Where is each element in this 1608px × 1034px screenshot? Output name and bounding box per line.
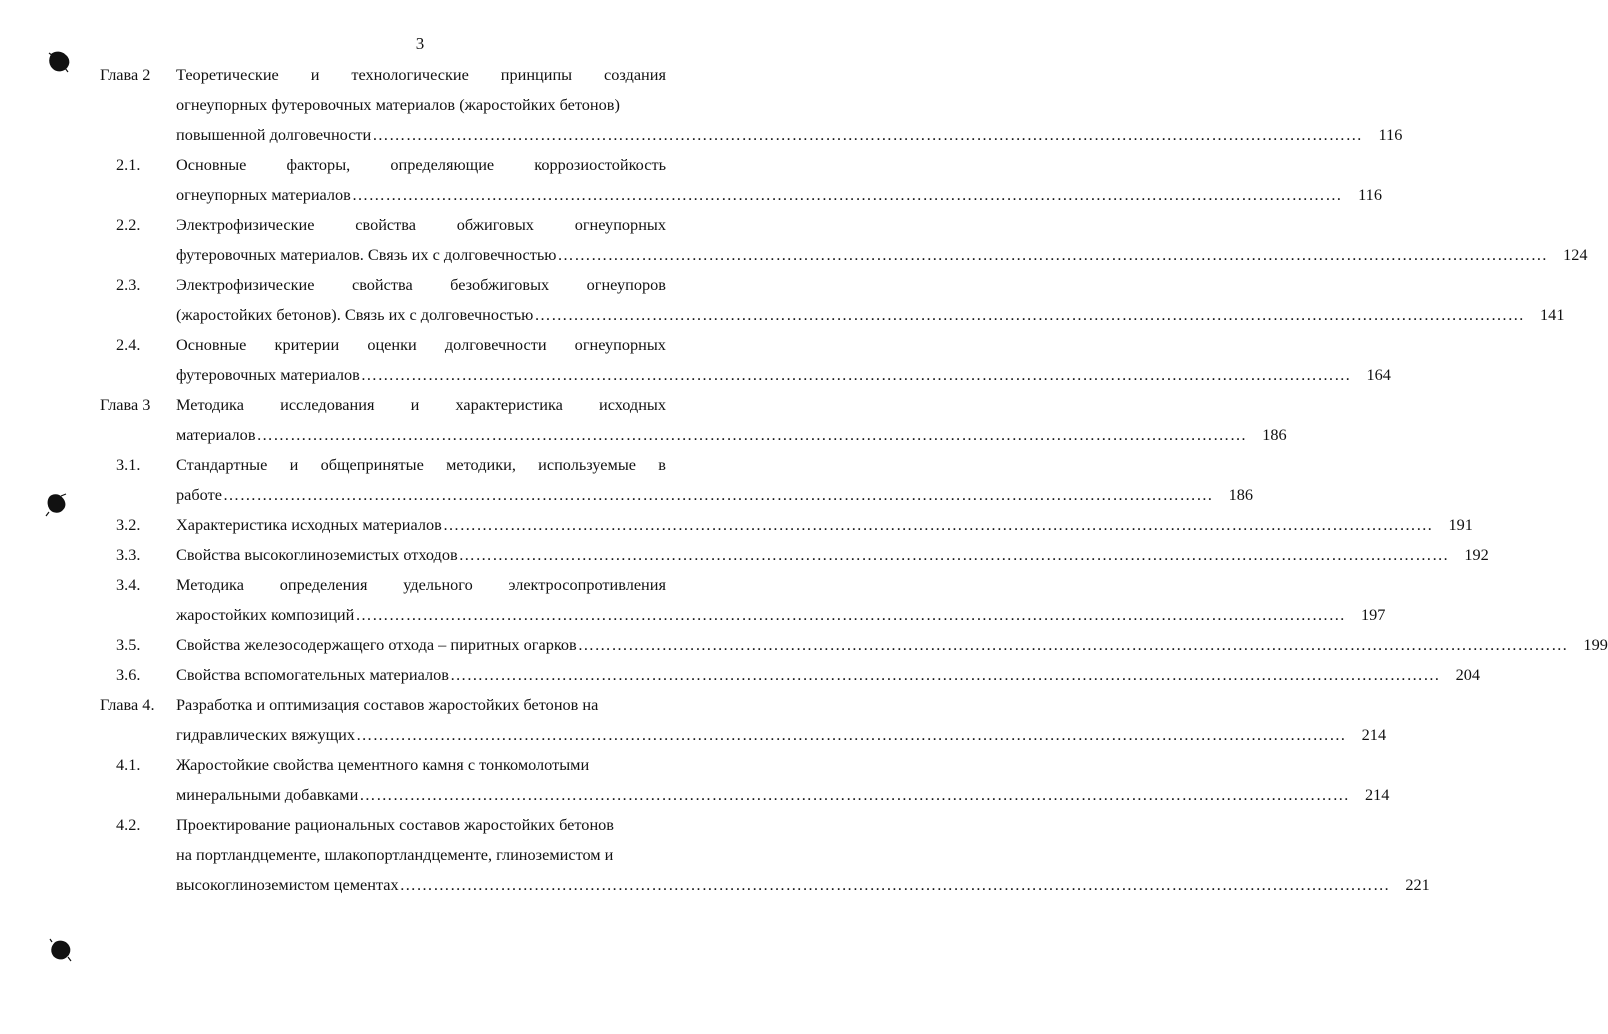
page-number: 3 (415, 34, 425, 53)
section-number: 3.5. (116, 635, 141, 654)
toc-entry (100, 390, 1287, 450)
section-number: 2.4. (116, 335, 141, 354)
title-word: огнеупоров (586, 275, 666, 294)
page-ref: 221 (1405, 875, 1430, 894)
title-line (176, 390, 666, 420)
leader-dots: …………………………………………………………………………………………………………………………………………………………… (351, 185, 1342, 204)
title-word: Теоретические (176, 65, 279, 84)
leader-dots: …………………………………………………………………………………………………………………………………………………………… (399, 875, 1390, 894)
title-line (176, 810, 666, 840)
ink-blot-icon (44, 492, 70, 518)
toc-entry (100, 570, 1386, 630)
section-number: 3.2. (116, 515, 141, 534)
title-text: футеровочных материалов. Связь их с долговечностью (176, 245, 557, 264)
page-ref: 191 (1448, 515, 1473, 534)
leader-dots: …………………………………………………………………………………………………………………………………………………………… (359, 785, 1350, 804)
page-ref: 186 (1228, 485, 1254, 504)
section-number: 2.1. (116, 155, 141, 174)
chapter-label: Глава 4. (100, 695, 155, 714)
page-ref: 214 (1361, 725, 1387, 744)
leader-dots: …………………………………………………………………………………………………………………………………………………………… (458, 545, 1449, 564)
title-last-line (176, 630, 1608, 660)
title-text: жаростойких композиций (176, 605, 355, 624)
ink-blot-icon (46, 50, 72, 76)
title-text: Свойства высокоглиноземистых отходов (176, 545, 458, 564)
page-ref: 197 (1361, 605, 1386, 624)
title-text: гидравлических вяжущих (176, 725, 355, 744)
title-line (176, 60, 666, 90)
title-word: методики, (446, 455, 516, 474)
title-line (176, 210, 666, 240)
leader-dots: …………………………………………………………………………………………………………………………………………………………… (449, 665, 1441, 684)
title-word: Проектирование рациональных составов жаростойких бетонов (176, 815, 614, 834)
title-word: огнеупорных футеровочных материалов (жаростойких бетонов) (176, 95, 620, 114)
section-number: 4.2. (116, 815, 141, 834)
title-word: технологические (351, 65, 469, 84)
title-last-line (176, 120, 1403, 150)
toc-entry (100, 540, 1489, 570)
title-word: и (289, 455, 299, 474)
title-word: критерии (274, 335, 340, 354)
title-word: Электрофизические (176, 215, 315, 234)
page-ref: 124 (1563, 245, 1588, 264)
page-ref: 116 (1378, 125, 1403, 144)
title-word: определяющие (390, 155, 495, 174)
leader-dots: …………………………………………………………………………………………………………………………………………………………… (355, 725, 1347, 744)
title-word: долговечности (444, 335, 547, 354)
title-text: минеральными добавками (176, 785, 359, 804)
title-word: Основные (176, 335, 247, 354)
title-line (176, 270, 666, 300)
title-word: общепринятые (320, 455, 424, 474)
page-ref: 164 (1366, 365, 1391, 384)
title-word: свойства (355, 215, 416, 234)
title-word: Методика (176, 395, 244, 414)
title-word: Стандартные (176, 455, 268, 474)
title-word: электросопротивления (508, 575, 666, 594)
table-of-contents (100, 60, 1608, 900)
title-last-line (176, 600, 1386, 630)
title-word: принципы (500, 65, 573, 84)
page-ref: 214 (1364, 785, 1390, 804)
title-last-line (176, 720, 1387, 750)
toc-entry (100, 690, 1387, 750)
title-word: исследования (280, 395, 375, 414)
page-ref: 116 (1358, 185, 1382, 204)
title-text: огнеупорных материалов (176, 185, 351, 204)
toc-entry (100, 510, 1473, 540)
toc-entry (100, 450, 1254, 510)
title-last-line (176, 540, 1489, 570)
title-word: огнеупорных (574, 215, 666, 234)
title-last-line (176, 300, 1565, 330)
leader-dots: …………………………………………………………………………………………………………………………………………………………… (557, 245, 1548, 264)
title-line (176, 750, 666, 780)
title-line (176, 690, 666, 720)
title-line (176, 840, 666, 870)
title-word: свойства (351, 275, 413, 294)
title-word: на портландцементе, шлакопортландцементе, глиноземистом и (176, 845, 614, 864)
title-last-line (176, 480, 1254, 510)
toc-entry (100, 330, 1391, 390)
section-number: 3.3. (116, 545, 141, 564)
page-ref: 141 (1540, 305, 1565, 324)
title-last-line (176, 240, 1588, 270)
title-text: Характеристика исходных материалов (176, 515, 442, 534)
title-text: работе (176, 485, 222, 504)
title-word: коррозиостойкость (534, 155, 666, 174)
title-word: и (410, 395, 420, 414)
title-word: и (310, 65, 320, 84)
chapter-label: Глава 3 (100, 395, 151, 414)
section-number: 2.3. (116, 275, 141, 294)
section-number: 3.1. (116, 455, 141, 474)
leader-dots: …………………………………………………………………………………………………………………………………………………………… (256, 425, 1247, 444)
toc-entry (100, 660, 1481, 690)
title-text: Свойства вспомогательных материалов (176, 665, 449, 684)
page-ref: 204 (1455, 665, 1481, 684)
title-word: характеристика (455, 395, 563, 414)
leader-dots: …………………………………………………………………………………………………………………………………………………………… (355, 605, 1346, 624)
leader-dots: …………………………………………………………………………………………………………………………………………………………… (534, 305, 1525, 324)
title-word: Электрофизические (176, 275, 315, 294)
title-word: создания (604, 65, 666, 84)
title-word: исходных (599, 395, 666, 414)
chapter-label: Глава 2 (100, 65, 151, 84)
title-last-line (176, 510, 1473, 540)
title-last-line (176, 870, 1430, 900)
title-word: Основные (176, 155, 247, 174)
leader-dots: …………………………………………………………………………………………………………………………………………………………… (222, 485, 1214, 504)
leader-dots: …………………………………………………………………………………………………………………………………………………………… (372, 125, 1363, 144)
title-last-line (176, 660, 1481, 690)
page-ref: 186 (1262, 425, 1287, 444)
toc-entry (100, 810, 1430, 900)
leader-dots: …………………………………………………………………………………………………………………………………………………………… (442, 515, 1433, 534)
page-ref: 199 (1583, 635, 1608, 654)
title-text: (жаростойких бетонов). Связь их с долговечностью (176, 305, 534, 324)
title-last-line (176, 180, 1382, 210)
leader-dots: …………………………………………………………………………………………………………………………………………………………… (577, 635, 1568, 654)
title-word: Методика (176, 575, 244, 594)
title-text: повышенной долговечности (176, 125, 372, 144)
title-line (176, 450, 666, 480)
title-word: оценки (367, 335, 417, 354)
title-word: обжиговых (456, 215, 534, 234)
title-line (176, 150, 666, 180)
toc-entry (100, 210, 1588, 270)
title-word: безобжиговых (450, 275, 550, 294)
title-line (176, 570, 666, 600)
title-word: Жаростойкие свойства цементного камня с тонкомолотыми (176, 755, 590, 774)
title-word: Разработка и оптимизация составов жаростойких бетонов на (176, 695, 599, 714)
section-number: 2.2. (116, 215, 141, 234)
title-line (176, 330, 666, 360)
toc-entry (100, 60, 1403, 150)
title-text: материалов (176, 425, 256, 444)
ink-blot-icon (48, 938, 74, 964)
title-last-line (176, 780, 1390, 810)
title-word: факторы, (286, 155, 351, 174)
section-number: 4.1. (116, 755, 141, 774)
toc-entry (100, 630, 1608, 660)
toc-entry (100, 270, 1565, 330)
toc-entry (100, 750, 1390, 810)
title-word: в (658, 455, 666, 474)
title-text: футеровочных материалов (176, 365, 360, 384)
title-word: удельного (403, 575, 473, 594)
title-text: Свойства железосодержащего отхода – пиритных огарков (176, 635, 577, 654)
title-word: используемые (538, 455, 636, 474)
title-word: определения (279, 575, 368, 594)
page-ref: 192 (1464, 545, 1489, 564)
section-number: 3.4. (116, 575, 141, 594)
toc-entry (100, 150, 1382, 210)
title-last-line (176, 420, 1287, 450)
leader-dots: …………………………………………………………………………………………………………………………………………………………… (360, 365, 1351, 384)
title-last-line (176, 360, 1391, 390)
section-number: 3.6. (116, 665, 141, 684)
title-word: огнеупорных (574, 335, 666, 354)
title-line (176, 90, 666, 120)
title-text: высокоглиноземистом цементах (176, 875, 399, 894)
